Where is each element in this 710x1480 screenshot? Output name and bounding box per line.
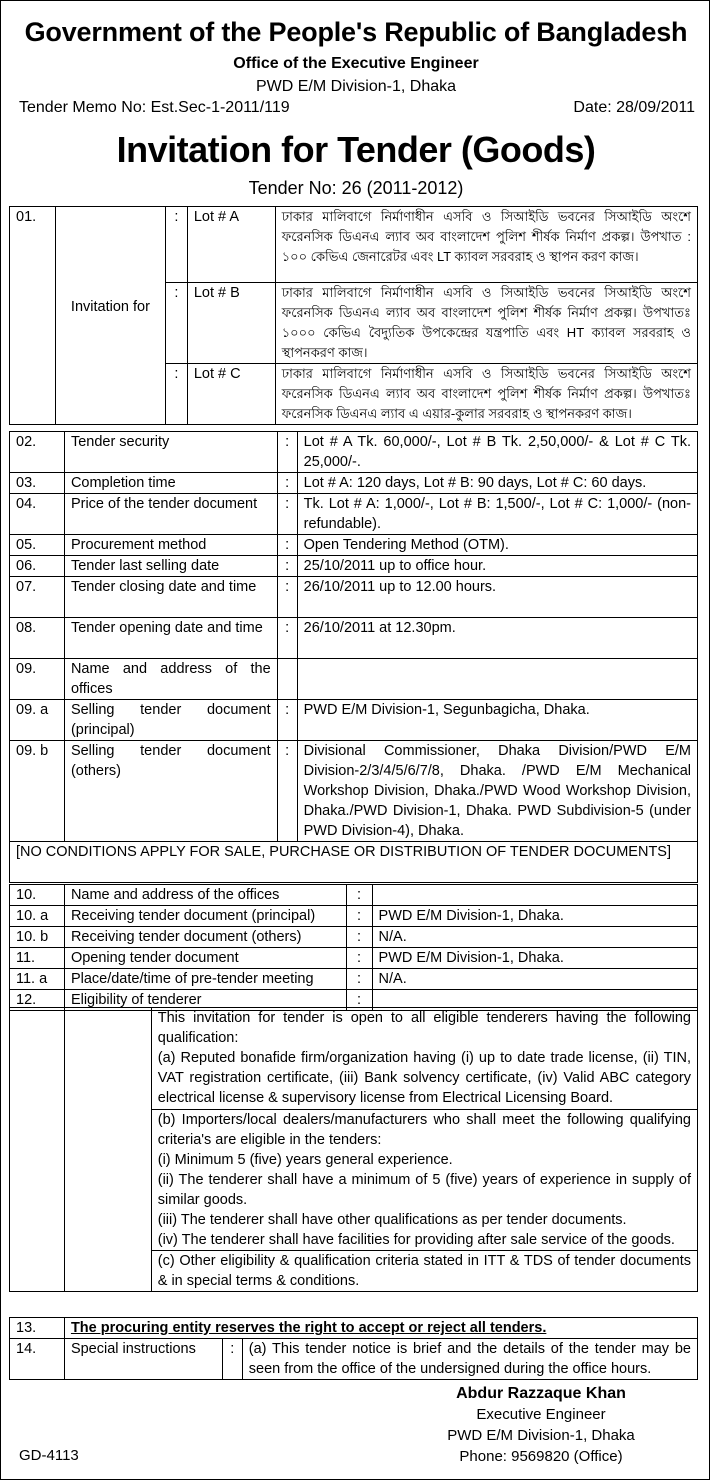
eligibility-table: [9, 1007, 698, 1292]
item-value: 26/10/2011 at 12.30pm.: [297, 618, 697, 659]
item-value: PWD E/M Division-1, Dhaka.: [372, 948, 697, 969]
instructions-table: [9, 1317, 698, 1380]
table-row: [10, 700, 698, 741]
list-item: (iv) The tenderer shall have facilities for providing after sale service of the goods.: [157, 1232, 675, 1248]
colon: :: [277, 535, 297, 556]
colon: :: [165, 364, 187, 425]
item-label: Tender closing date and time: [64, 577, 277, 618]
item-value: Lot # A Tk. 60,000/-, Lot # B Tk. 2,50,000/- & Lot # C Tk. 25,000/-.: [297, 432, 697, 473]
table-row: [10, 1339, 698, 1380]
item-label: Tender opening date and time: [64, 618, 277, 659]
lot-label: Lot # C: [187, 364, 275, 425]
item-number: 10.: [10, 885, 65, 906]
item-value: (a) This tender notice is brief and the details of the tender may be seen from the office of the undersigned during the office hours.: [242, 1339, 697, 1380]
colon: :: [277, 432, 297, 473]
item-number: 14.: [10, 1339, 65, 1380]
table-row: [10, 741, 698, 842]
no-conditions-note: [NO CONDITIONS APPLY FOR SALE, PURCHASE OR DISTRIBUTION OF TENDER DOCUMENTS]: [10, 842, 698, 883]
receiving-table: [9, 884, 698, 1011]
tender-details-table: [9, 206, 698, 425]
item-number: 08.: [10, 618, 65, 659]
table-row: [10, 473, 698, 494]
table-row: [10, 927, 698, 948]
table-row: [10, 842, 698, 883]
colon: :: [346, 990, 372, 1011]
item-value: PWD E/M Division-1, Segunbagicha, Dhaka.: [297, 700, 697, 741]
government-heading: Government of the People's Republic of Bangladesh: [24, 17, 688, 47]
item-label: Eligibility of tenderer: [64, 990, 346, 1011]
item-label: Place/date/time of pre-tender meeting: [64, 969, 346, 990]
item-label: Name and address of the offices: [64, 885, 346, 906]
colon: :: [277, 556, 297, 577]
colon: :: [346, 969, 372, 990]
table-row: [10, 1318, 698, 1339]
table-row: [10, 659, 698, 700]
table-row: [10, 969, 698, 990]
item-value: N/A.: [372, 969, 697, 990]
colon: :: [346, 885, 372, 906]
eligibility-b-intro: (b) Importers/local dealers/manufacturers who shall meet the following qualifying criteria's are eligible in the tenders:: [157, 1112, 691, 1148]
item-label: Completion time: [64, 473, 277, 494]
item-label: Tender security: [64, 432, 277, 473]
lot-label: Lot # A: [187, 207, 275, 283]
colon: :: [346, 948, 372, 969]
colon: :: [277, 473, 297, 494]
lot-description: ঢাকার মালিবাগে নির্মাণাধীন এসবি ও সিআইডি ভবনের সিআইডি অংশে ফরেনসিক ডিএনএ ল্যাব অব বাংলাদেশ পুলিশ শীর্ষক নির্মাণ প্রকল্প। উপখাতঃ ১০০০ কেভিএ বৈদ্যুতিক উপকেন্দ্রের যন্ত্রপাতি এবং HT ক্যাবল সরবরাহ ও স্থাপনকরণ কাজ।: [275, 283, 697, 364]
signatory-designation: Executive Engineer: [476, 1406, 606, 1423]
item-label: Procurement method: [64, 535, 277, 556]
item-label: Receiving tender document (principal): [64, 906, 346, 927]
lot-description: ঢাকার মালিবাগে নির্মাণাধীন এসবি ও সিআইডি ভবনের সিআইডি অংশে ফরেনসিক ডিএনএ ল্যাব অব বাংলাদেশ পুলিশ শীর্ষক নির্মাণ প্রকল্প। উপখাতঃ ফরেনসিক ডিএনএ ল্যাব এ এয়ার-কুলার সরবরাহ ও স্থাপনকরণ কাজ।: [275, 364, 697, 425]
item-number: 09. b: [10, 741, 65, 842]
table-row: [10, 494, 698, 535]
page-title: Invitation for Tender (Goods): [116, 129, 596, 170]
office-heading: Office of the Executive Engineer: [233, 55, 479, 72]
item-number: 03.: [10, 473, 65, 494]
item-number: 05.: [10, 535, 65, 556]
gd-code: GD-4113: [19, 1447, 79, 1464]
table-row: [10, 535, 698, 556]
item-label: Invitation for: [55, 207, 165, 425]
memo-number: Tender Memo No: Est.Sec-1-2011/119: [19, 99, 290, 116]
eligibility-b: [151, 1110, 697, 1251]
memo-date: Date: 28/09/2011: [573, 99, 695, 116]
table-row: [10, 618, 698, 659]
table-row: [10, 207, 698, 283]
item-label: Receiving tender document (others): [64, 927, 346, 948]
item-label: Opening tender document: [64, 948, 346, 969]
item-number: 12.: [10, 990, 65, 1011]
item-number: 11.: [10, 948, 65, 969]
signature-block: [421, 1383, 661, 1467]
empty-cell: [10, 1008, 65, 1292]
item-label: Tender last selling date: [64, 556, 277, 577]
table-row: [10, 432, 698, 473]
item-number: 09.: [10, 659, 65, 700]
item-value: Open Tendering Method (OTM).: [297, 535, 697, 556]
division-heading: PWD E/M Division-1, Dhaka: [255, 78, 457, 95]
item-value: 25/10/2011 up to office hour.: [297, 556, 697, 577]
item-number: 02.: [10, 432, 65, 473]
list-item: (iii) The tenderer shall have other qualifications as per tender documents.: [157, 1212, 627, 1228]
colon: :: [222, 1339, 242, 1380]
eligibility-a-text: (a) Reputed bonafide firm/organization having (i) up to date trade license, (ii) TIN, VAT registration certificate, (iii) Bank solvency certificate, (iv) Valid ABC category electrical license & supervisory license from Electrical Licensing Board.: [157, 1050, 691, 1106]
item-label: Special instructions: [64, 1339, 222, 1380]
list-item: (ii) The tenderer shall have a minimum of 5 (five) years of experience in supply of similar goods.: [157, 1172, 691, 1208]
lot-description: ঢাকার মালিবাগে নির্মাণাধীন এসবি ও সিআইডি ভবনের সিআইডি অংশে ফরেনসিক ডিএনএ ল্যাব অব বাংলাদেশ পুলিশ শীর্ষক নির্মাণ প্রকল্প। উপখাত : ১০০ কেভিএ জেনারেটর এবং LT ক্যাবল সরবরাহ ও স্থাপন করণ কাজ।: [275, 207, 697, 283]
colon: :: [277, 494, 297, 535]
colon: :: [277, 741, 297, 842]
eligibility-intro: This invitation for tender is open to all eligible tenderers having the following qualification:: [157, 1010, 691, 1046]
list-item: (i) Minimum 5 (five) years general experience.: [157, 1152, 453, 1168]
item-label: Selling tender document (others): [64, 741, 277, 842]
item-value: Divisional Commissioner, Dhaka Division/PWD E/M Division-2/3/4/5/6/7/8, Dhaka. /PWD E/M Mechanical Workshop Division, Dhaka./PWD Wood Workshop Division, Dhaka./PWD Division-1, Dhaka. PWD Subdivision-5 (under PWD Division-4), Dhaka.: [297, 741, 697, 842]
item-number: 07.: [10, 577, 65, 618]
table-row: [10, 1008, 698, 1110]
item-value: N/A.: [372, 927, 697, 948]
table-row: [10, 577, 698, 618]
signatory-name: Abdur Razzaque Khan: [456, 1385, 626, 1402]
lot-label: Lot # B: [187, 283, 275, 364]
item-number: 04.: [10, 494, 65, 535]
tender-details-table-continued: [9, 431, 698, 883]
colon: :: [277, 700, 297, 741]
item-value: [372, 885, 697, 906]
item-number: 06.: [10, 556, 65, 577]
item-number: 13.: [10, 1318, 65, 1339]
tender-number: Tender No: 26 (2011-2012): [248, 178, 464, 198]
item-value: Tk. Lot # A: 1,000/-, Lot # B: 1,500/-, Lot # C: 1,000/- (non-refundable).: [297, 494, 697, 535]
colon: :: [277, 618, 297, 659]
item-value: Lot # A: 120 days, Lot # B: 90 days, Lot # C: 60 days.: [297, 473, 697, 494]
table-row: [10, 906, 698, 927]
colon: :: [346, 927, 372, 948]
empty-cell: [64, 1008, 151, 1292]
signatory-phone: Phone: 9569820 (Office): [459, 1448, 623, 1465]
colon: :: [165, 283, 187, 364]
item-label: Selling tender document (principal): [64, 700, 277, 741]
reserve-right-statement: The procuring entity reserves the right to accept or reject all tenders.: [70, 1320, 547, 1336]
colon: :: [346, 906, 372, 927]
item-number: 10. b: [10, 927, 65, 948]
colon: [277, 659, 297, 700]
item-value: [297, 659, 697, 700]
item-value: PWD E/M Division-1, Dhaka.: [372, 906, 697, 927]
signatory-division: PWD E/M Division-1, Dhaka: [447, 1427, 635, 1444]
item-number: 11. a: [10, 969, 65, 990]
item-number: 01.: [10, 207, 56, 425]
colon: :: [165, 207, 187, 283]
colon: :: [277, 577, 297, 618]
table-row: [10, 948, 698, 969]
eligibility-c: (c) Other eligibility & qualification criteria stated in ITT & TDS of tender documents & in special terms & conditions.: [151, 1251, 697, 1292]
table-row: [10, 556, 698, 577]
item-value: 26/10/2011 up to 12.00 hours.: [297, 577, 697, 618]
item-number: 10. a: [10, 906, 65, 927]
item-label: Price of the tender document: [64, 494, 277, 535]
eligibility-a: [151, 1008, 697, 1110]
item-number: 09. a: [10, 700, 65, 741]
item-label: Name and address of the offices: [64, 659, 277, 700]
table-row: [10, 885, 698, 906]
